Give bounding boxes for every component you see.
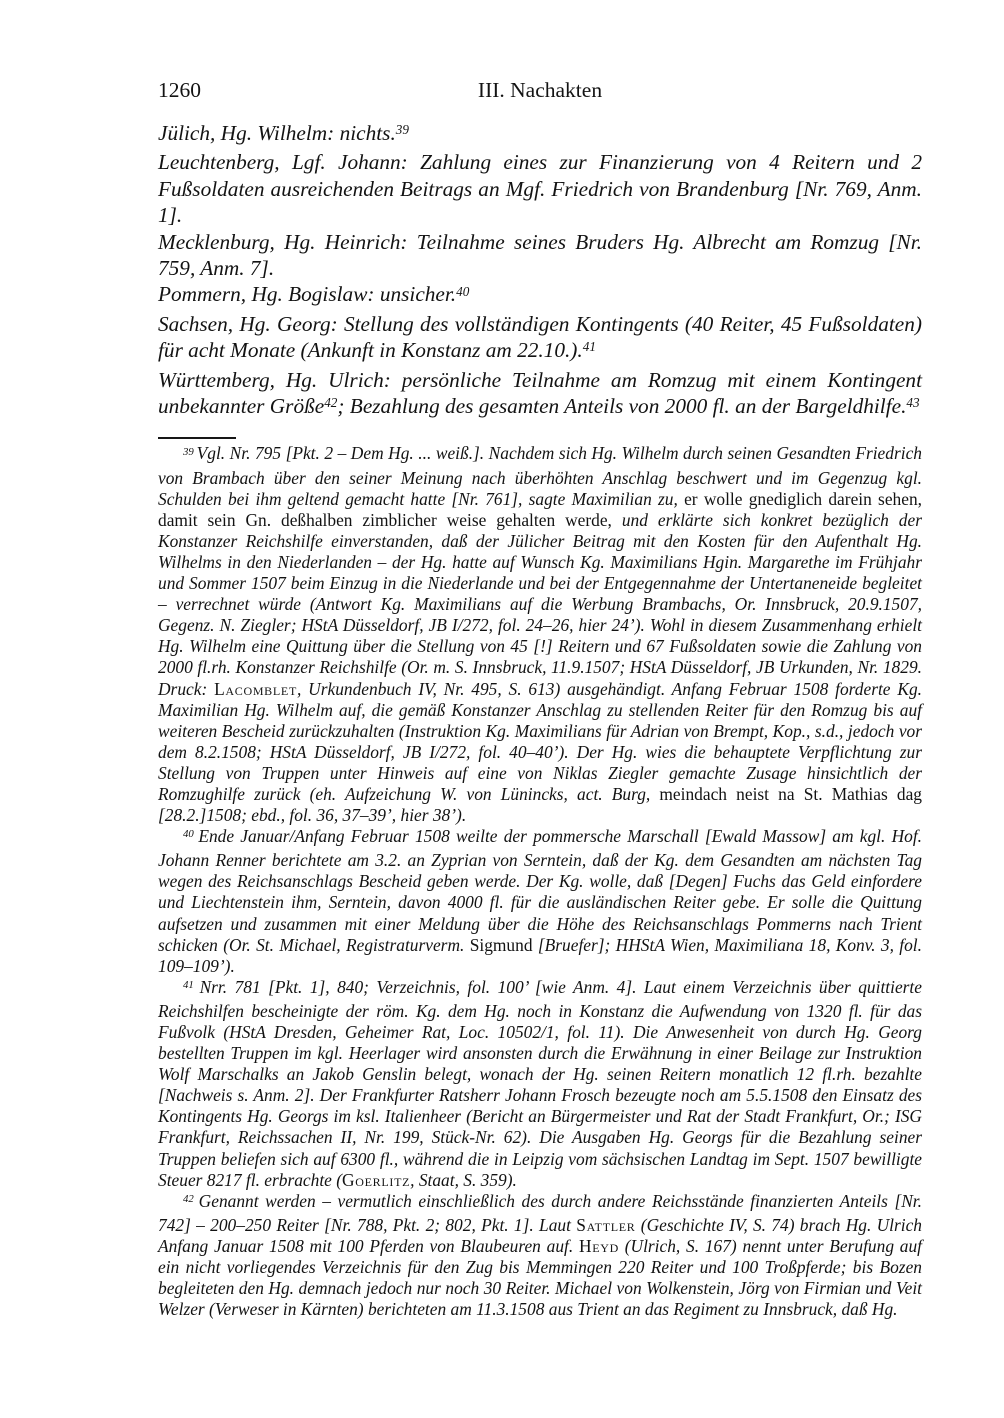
text-run: Heyd	[578, 1235, 619, 1256]
text-run: Lacomblet	[214, 678, 297, 699]
main-entry	[158, 149, 922, 228]
main-entry	[158, 229, 922, 282]
text-run: Vgl. Nr. 795 [Pkt. 2 – Dem Hg. ... weiß.]. Nachdem sich Hg. Wilhelm durch seinen Gesandten Friedrich von Brambach über den seiner Meinung nach überhöhten Anschlag beschwert und im Gegenzug kgl. Schulden bei ihm geltend gemacht hatte [Nr. 761], sagte Maximilian zu,	[158, 443, 922, 509]
text-run: Sachsen, Hg. Georg: Stellung des vollständigen Kontingents (40 Reiter, 45 Fußsoldaten) für acht Monate (Ankunft in Konstanz am 22.10.).	[158, 311, 922, 363]
text-run: Württemberg, Hg. Ulrich: persönliche Teilnahme am Romzug mit einem Kontingent unbekannter Größe	[158, 367, 922, 419]
text-run: und erklärte sich konkret bezüglich der Konstanzer Reichshilfe einverstanden, daß der Jülicher Beitrag mit den Kosten für den Aufenthalt Hg. Wilhelms in den Niederlanden – der Hg. hatte auf Wunsch Kg. Maximilians Hgin. Margarethe im Frühjahr und Sommer 1507 beim Einzug in die Niederlande und bei der Entgegennahme der Untertaneneide begleitet – verrechnet würde (Antwort Kg. Maximilians auf die Werbung Brambachs, Or. Innsbruck, 20.9.1507, Gegenz. N. Ziegler; HStA Düsseldorf, JB I/272, fol. 24–26, hier 24’). Wohl in diesem Zusammenhang erhielt Hg. Wilhelm eine Quittung über die Stellung von 45 [!] Reitern und 67 Fußsoldaten sowie die Zahlung von 2000 fl.rh. Konstanzer Reichshilfe (Or. m. S. Innsbruck, 11.9.1507; HStA Düsseldorf, JB Urkunden, Nr. 1829. Druck:	[158, 509, 922, 699]
text-run: Pommern, Hg. Bogislaw: unsicher.	[158, 282, 457, 307]
text-run: Nrr. 781 [Pkt. 1], 840; Verzeichnis, fol. 100’ [wie Anm. 4]. Laut einem Verzeichnis über quittierte Reichshilfen bescheinigte der röm. Kg. dem Hg. noch in Konstanz die Aufwendung von 1320 fl. für das Fußvolk (HStA Dresden, Geheimer Rat, Loc. 10502/1, fol. 11). Die Anwesenheit von durch Hg. Georg bestellten Truppen im kgl. Heerlager wird ansonsten durch die Erwähnung in einer Beilage zur Instruktion Wolf Marschalks an Jakob Genslin belegt, wonach der Hg. seinen Reitern monatlich 12 fl.rh. bezahlte [Nachweis s. Anm. 2]. Der Frankfurter Ratsherr Johann Frosch bezeugte noch am 5.5.1508 den Einsatz des Kontingents Hg. Georgs im ksl. Italienheer (Bericht an Bürgermeister und Rat der Stadt Frankfurt, Or.; ISG Frankfurt, Reichssachen II, Nr. 199, Stück-Nr. 62). Die Ausgaben Hg. Georgs für die Bezahlung seiner Truppen beliefen sich auf 6300 fl., während die in Leipzig vom sächsischen Landtag im Sept. 1507 bewilligte Steuer 8217 fl. erbrachte (	[158, 976, 922, 1190]
footnotes-section	[158, 443, 922, 1320]
text-run: meindach neist na St. Mathias dag	[659, 783, 922, 804]
text-run: Ende Januar/Anfang Februar 1508 weilte der pommersche Marschall [Ewald Massow] am kgl. Hof. Johann Renner berichtete am 3.2. an Zyprian von Serntein, daß der Kg. dem Gesandten am nächsten Tag wegen des Reichsanschlags Bescheid geben werde. Der Kg. wolle, daß [Degen] Fuchs das Geld einfordere und Liechtenstein ihm, Serntein, davon 4000 fl. für die ausländischen Reiter gebe. Er solle die Quittung aufsetzen und zusammen mit einer Meldung über die Höhe des Reichsanschlags Pommerns nach Trient schicken (Or. St. Michael, Registraturverm.	[158, 826, 922, 955]
footnote	[158, 826, 922, 977]
text-run: Jülich, Hg. Wilhelm: nichts.	[158, 121, 396, 145]
page-header	[158, 78, 922, 104]
text-run: 42	[324, 395, 338, 411]
footnote	[158, 977, 922, 1191]
main-entry	[158, 311, 922, 367]
text-run: ; Bezahlung des gesamten Anteils von 2000 fl. an der Bargeldhilfe.	[337, 394, 907, 419]
footnote	[158, 443, 922, 826]
text-run: 40	[183, 828, 199, 841]
main-entry	[158, 367, 922, 423]
text-run: 43	[906, 395, 920, 411]
page-content	[158, 78, 922, 1320]
text-run: Sigmund	[469, 934, 538, 955]
footnote	[158, 1191, 922, 1321]
text-run: 40	[456, 283, 470, 299]
text-run: Mecklenburg, Hg. Heinrich: Teilnahme seines Bruders Hg. Albrecht am Romzug [Nr. 759, Anm. 7].	[158, 229, 922, 281]
main-entry	[158, 281, 922, 310]
page-number: 1260	[158, 78, 201, 102]
main-text-section	[158, 120, 922, 422]
text-run: er wolle gnediglich darein sehen, damit sein Gn. deßhalben zimblicher weise gehalten werde,	[158, 488, 922, 530]
text-run: Genannt werden – vermutlich einschließlich des durch andere Reichsstände finanzierten Anteils [Nr. 742] – 200–250 Reiter [Nr. 788, Pkt. 2; 802, Pkt. 1]. Laut	[158, 1190, 922, 1235]
text-run: (Ulrich, S. 167) nennt unter Berufung auf ein nicht vorliegendes Verzeichnis für den Zug bis Memmingen 220 Reiter und 100 Troßpferde; bis Bozen begleiteten den Hg. demnach jedoch nur noch 30 Reiter. Michael von Wolkenstein, Jörg von Firmian und Veit Welzer (Verweser in Kärnten) berichteten am 11.3.1508 aus Trient an das Regiment zu Innsbruck, daß Hg.	[158, 1235, 922, 1320]
main-entry	[158, 120, 922, 149]
text-run: 39	[395, 122, 409, 138]
footnote-separator	[158, 437, 236, 439]
text-run: [Bruefer]; HHStA Wien, Maximiliana 18, Konv. 3, fol. 109–109’).	[158, 934, 922, 976]
text-run: (Geschichte IV, S. 74) brach Hg. Ulrich Anfang Januar 1508 mit 100 Pferden von Blaubeuren auf.	[158, 1214, 923, 1256]
text-run: 41	[183, 978, 200, 991]
running-head: III. Nachakten	[477, 78, 603, 102]
text-run: [28.2.]1508; ebd., fol. 36, 37–39’, hier 38’).	[158, 805, 467, 826]
text-run: Sattler	[576, 1214, 636, 1235]
text-run: Leuchtenberg, Lgf. Johann: Zahlung eines zur Finanzierung von 4 Reitern und 2 Fußsoldaten ausreichenden Beitrags an Mgf. Friedrich von Brandenburg [Nr. 769, Anm. 1].	[158, 150, 922, 228]
text-run: , Staat, S. 359).	[410, 1169, 517, 1190]
text-run: Goerlitz	[342, 1169, 411, 1190]
text-run: 42	[183, 1192, 199, 1205]
text-run: 39	[183, 445, 197, 458]
text-run: , Urkundenbuch IV, Nr. 495, S. 613) ausgehändigt. Anfang Februar 1508 forderte Kg. Maximilian Hg. Wilhelm auf, die gemäß Konstanzer Anschlag zu stellenden Reiter für den Romzug bis auf weiteren Bescheid zurückzuhalten (Instruktion Kg. Maximilians für Adrian von Brempt, Kop., s.d., jedoch vor dem 8.2.1508; HStA Düsseldorf, JB I/272, fol. 40–40’). Der Hg. wies die behauptete Verpflichtung zur Stellung von Truppen unter Hinweis auf eine von Niklas Ziegler gemachte Zusage hinsichtlich der Romzughilfe zurück (eh. Aufzeichung W. von Lünincks, act. Burg,	[158, 678, 922, 804]
text-run: 41	[582, 339, 596, 355]
